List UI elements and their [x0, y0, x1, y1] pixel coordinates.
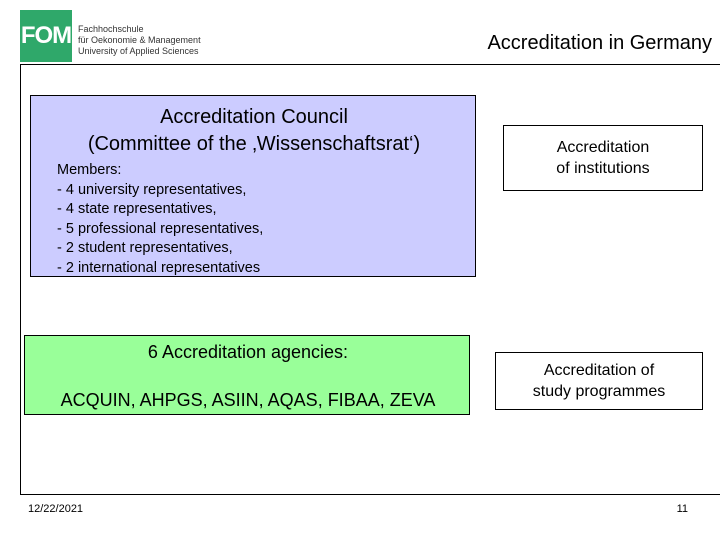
frame-top-line: [20, 64, 720, 65]
fom-logo-mark: FOM: [20, 10, 72, 62]
fom-logo-text: [78, 24, 201, 57]
institutions-accreditation-box: [503, 125, 703, 191]
council-member-item: - 2 international representatives: [57, 259, 261, 276]
agencies-list: ACQUIN, AHPGS, ASIIN, AQAS, FIBAA, ZEVA: [60, 390, 436, 410]
logo-line: für Oekonomie & Management: [78, 35, 201, 45]
council-members-heading: Members:: [57, 162, 122, 178]
council-title-line: Accreditation Council: [160, 106, 348, 128]
frame-left-line: [20, 64, 21, 494]
council-member-item: - 2 student representatives,: [57, 240, 233, 256]
institutions-box-line: Accreditation: [556, 139, 650, 156]
institutions-box-line: of institutions: [556, 160, 650, 177]
council-member-item: - 4 university representatives,: [57, 181, 247, 198]
page-number: 11: [676, 503, 688, 515]
council-members-list: [57, 161, 263, 278]
council-member-item: - 4 state representatives,: [57, 201, 217, 217]
fom-logo: [20, 10, 210, 64]
council-title-line: (Committee of the ‚Wissenschaftsrat‘): [87, 133, 421, 155]
agencies-heading: 6 Accreditation agencies:: [147, 342, 349, 362]
page-title: Accreditation in Germany: [487, 32, 712, 54]
logo-line: Fachhochschule: [78, 24, 144, 34]
council-member-item: - 5 professional representatives,: [57, 220, 264, 237]
frame-bottom-line: [20, 494, 720, 495]
logo-line: University of Applied Sciences: [78, 46, 199, 56]
programmes-box-line: study programmes: [532, 383, 666, 400]
accreditation-council-box: [30, 95, 476, 277]
accreditation-agencies-box: [24, 335, 470, 415]
footer-date: 12/22/2021: [28, 503, 84, 515]
programmes-accreditation-box: [495, 352, 703, 410]
programmes-box-line: Accreditation of: [543, 362, 655, 379]
council-title: [31, 104, 477, 158]
